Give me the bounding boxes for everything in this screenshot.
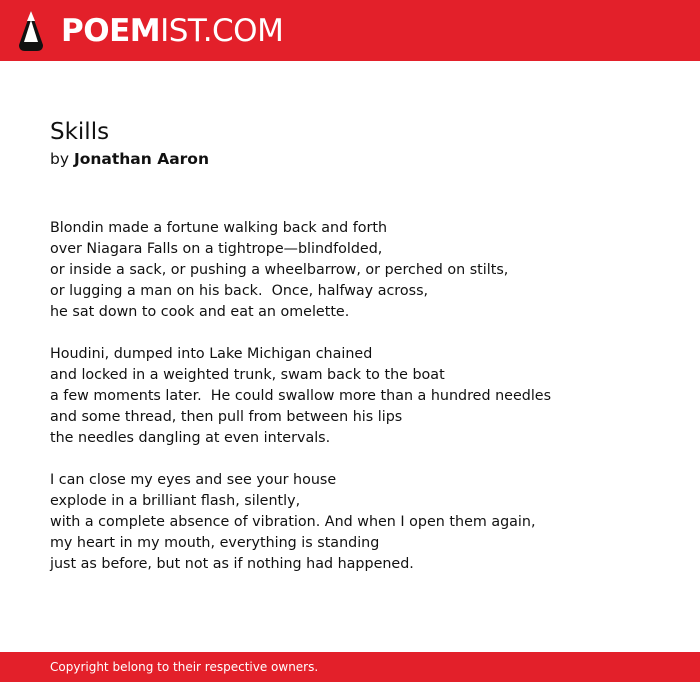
pencil-tip-icon[interactable]	[18, 10, 44, 52]
site-header	[0, 0, 700, 61]
stanza	[50, 344, 670, 449]
poem-line: over Niagara Falls on a tightrope—blindfolded,	[50, 241, 383, 257]
poem-line: explode in a brilliant flash, silently,	[50, 493, 301, 509]
by-label: by	[50, 150, 70, 168]
brand-bold-text: POEM	[61, 13, 161, 49]
poem-line: just as before, but not as if nothing had happened.	[50, 556, 414, 572]
poem-line: Houdini, dumped into Lake Michigan chained	[50, 346, 373, 362]
poem-line: or lugging a man on his back. Once, halfway across,	[50, 283, 429, 299]
brand-light-text: IST.COM	[160, 13, 284, 49]
poem-byline	[50, 148, 209, 170]
site-logo-text[interactable]	[61, 11, 283, 51]
copyright-notice: Copyright belong to their respective owners.	[50, 660, 319, 674]
poem-body	[50, 218, 670, 596]
stanza	[50, 218, 670, 323]
poem-line: Blondin made a fortune walking back and forth	[50, 220, 388, 236]
poem-line: I can close my eyes and see your house	[50, 472, 337, 488]
poem-line: and some thread, then pull from between his lips	[50, 409, 403, 425]
poem-line: with a complete absence of vibration. And when I open them again,	[50, 514, 536, 530]
poem-author: Jonathan Aaron	[73, 150, 209, 168]
poem-line: and locked in a weighted trunk, swam back to the boat	[50, 367, 445, 383]
stanza	[50, 470, 670, 575]
poem-line: he sat down to cook and eat an omelette.	[50, 304, 350, 320]
poem-line: the needles dangling at even intervals.	[50, 430, 331, 446]
site-footer	[0, 652, 700, 682]
poem-line: a few moments later. He could swallow more than a hundred needles	[50, 388, 552, 404]
poem-line: my heart in my mouth, everything is standing	[50, 535, 380, 551]
poem-line: or inside a sack, or pushing a wheelbarrow, or perched on stilts,	[50, 262, 509, 278]
poem-title: Skills	[50, 119, 110, 145]
